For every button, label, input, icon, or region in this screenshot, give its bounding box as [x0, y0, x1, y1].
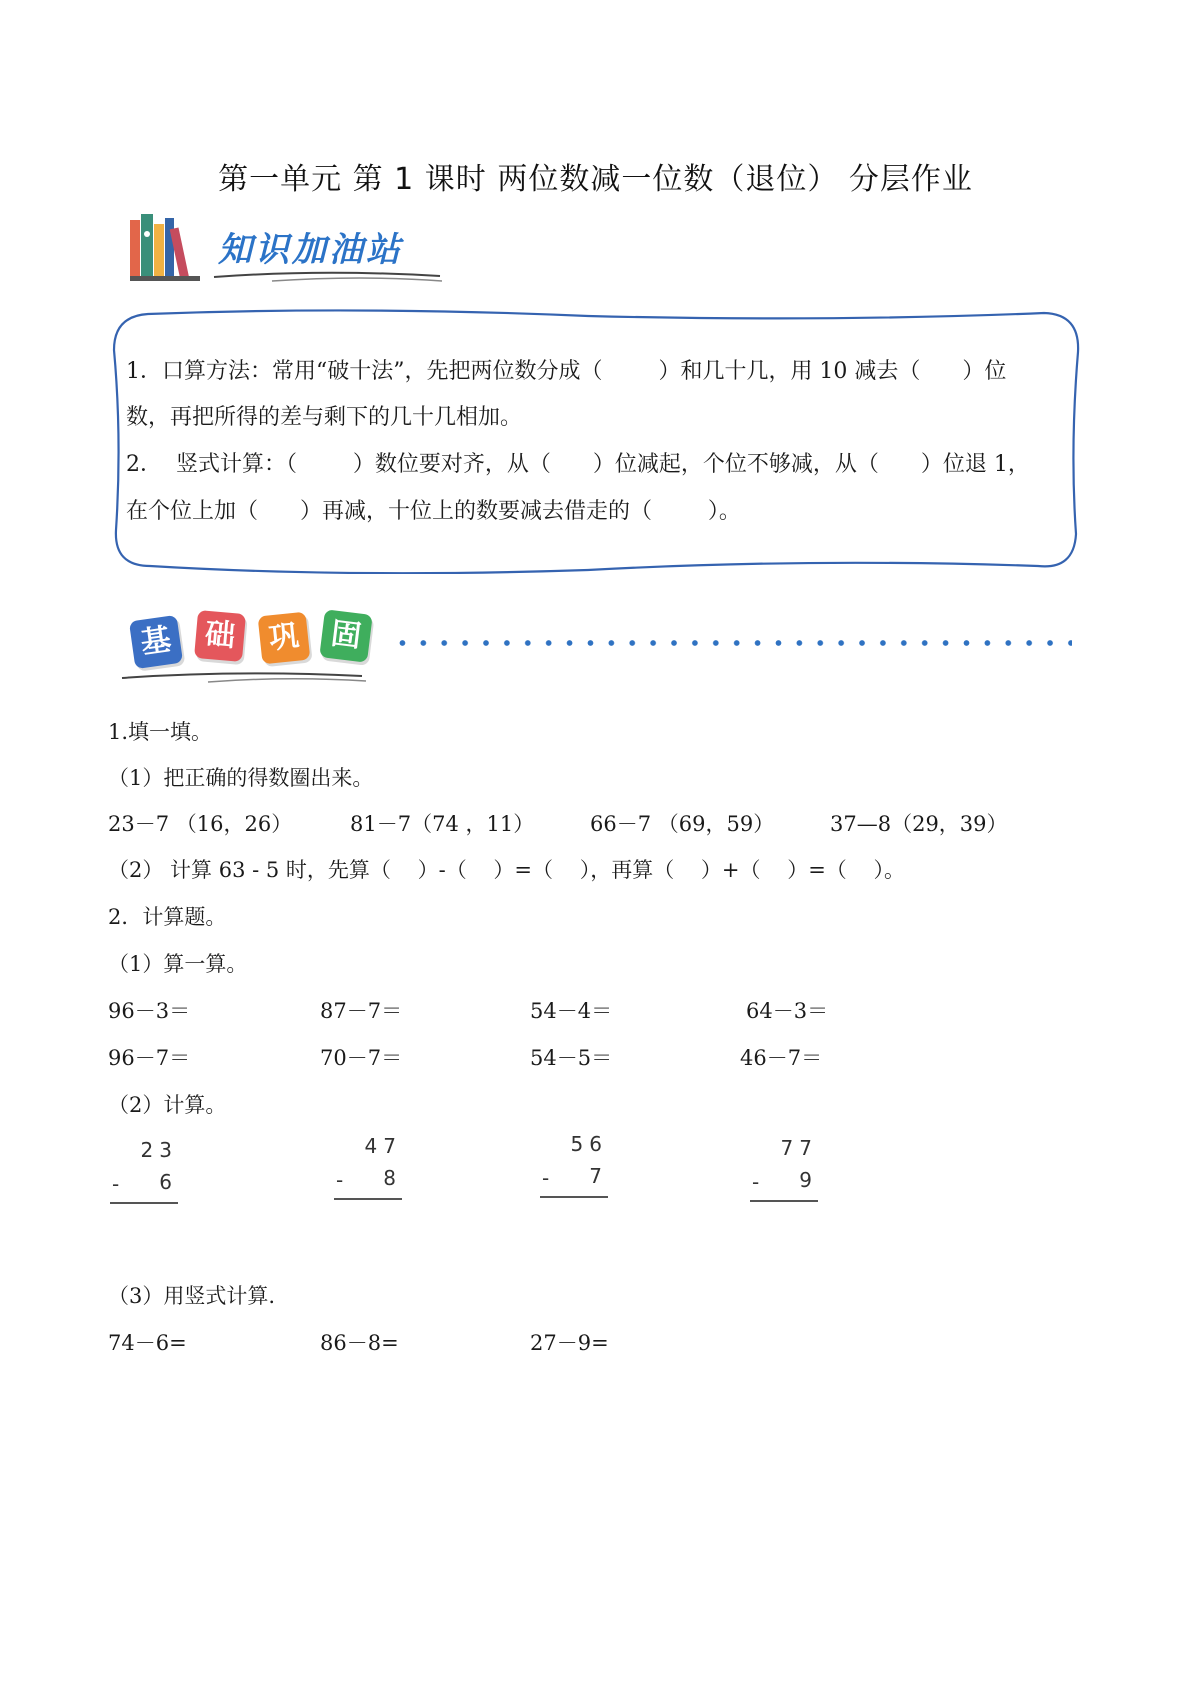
knowledge-banner-title: 知识加油站	[218, 230, 403, 270]
knowledge-box-border	[108, 308, 1084, 574]
q2-row3-item-2: 86－8=	[320, 1331, 399, 1355]
vertical-rule	[750, 1200, 818, 1202]
vertical-top: 47	[364, 1134, 402, 1158]
knowledge-line-1: 1．口算方法：常用“破十法”，先把两位数分成（ ）和几十几，用 10 减去（ ）位	[126, 359, 1007, 384]
q2-row2-item-1: 96－7＝	[108, 1046, 191, 1070]
q2-row1-item-1: 96－3＝	[108, 999, 191, 1023]
vertical-top: 77	[780, 1136, 818, 1160]
banner-underline	[212, 268, 444, 282]
vertical-top: 23	[140, 1138, 178, 1162]
q1-item-2: 81－7（74 ，11）	[350, 812, 535, 836]
q2-row3-item-1: 74－6=	[108, 1331, 187, 1355]
vertical-problem-1	[110, 1138, 178, 1208]
books-icon	[130, 214, 200, 282]
q2-row1-item-3: 54－4＝	[530, 999, 613, 1023]
banner-tile-2: 础	[194, 610, 246, 662]
basic-banner-underline	[118, 668, 368, 684]
vertical-bottom: 9	[799, 1168, 818, 1192]
q2-sub3: （3）用竖式计算.	[108, 1284, 276, 1308]
minus-sign: -	[542, 1166, 550, 1190]
q1-sub2: （2） 计算 63 - 5 时，先算（ ）-（ ）=（ ），再算（ ）+（ ）=（ ）。	[108, 858, 906, 882]
page-title: 第一单元 第 1 课时 两位数减一位数（退位） 分层作业	[218, 162, 973, 197]
q1-item-3: 66－7 （69，59）	[590, 812, 775, 836]
vertical-rule	[110, 1202, 178, 1204]
vertical-bottom: 8	[383, 1166, 402, 1190]
q2-heading: 2．计算题。	[108, 905, 227, 929]
minus-sign: -	[112, 1172, 120, 1196]
minus-sign: -	[752, 1170, 760, 1194]
banner-tile-4: 固	[319, 609, 372, 662]
vertical-problem-2	[334, 1134, 402, 1204]
q1-item-4: 37—8（29，39）	[830, 812, 1008, 836]
minus-sign: -	[336, 1168, 344, 1192]
q1-sub1: （1）把正确的得数圈出来。	[108, 766, 374, 790]
q2-row2-item-3: 54－5＝	[530, 1046, 613, 1070]
vertical-top: 56	[570, 1132, 608, 1156]
q1-item-1: 23－7 （16，26）	[108, 812, 293, 836]
knowledge-line-3: 2． 竖式计算：（ ）数位要对齐，从（ ）位减起，个位不够减，从（ ）位退 1，	[126, 452, 1030, 477]
knowledge-line-2: 数，再把所得的差与剩下的几十几相加。	[126, 405, 523, 430]
dotted-divider	[392, 640, 1072, 646]
vertical-rule	[540, 1196, 608, 1198]
q2-row2-item-4: 46－7＝	[740, 1046, 823, 1070]
banner-tile-1: 基	[129, 615, 183, 669]
q2-row1-item-2: 87－7＝	[320, 999, 403, 1023]
vertical-bottom: 6	[159, 1170, 178, 1194]
q2-row3-item-3: 27－9=	[530, 1331, 609, 1355]
vertical-bottom: 7	[589, 1164, 608, 1188]
q2-sub1: （1）算一算。	[108, 952, 248, 976]
q1-heading: 1.填一填。	[108, 720, 213, 744]
vertical-problem-3	[540, 1132, 608, 1202]
q2-sub2: （2）计算。	[108, 1093, 227, 1117]
q2-row2-item-2: 70－7＝	[320, 1046, 403, 1070]
banner-tile-3: 巩	[258, 612, 311, 665]
q2-row1-item-4: 64－3＝	[746, 999, 829, 1023]
vertical-problem-4	[750, 1136, 818, 1206]
knowledge-line-4: 在个位上加（ ）再减，十位上的数要减去借走的（ ）。	[126, 499, 741, 524]
vertical-rule	[334, 1198, 402, 1200]
